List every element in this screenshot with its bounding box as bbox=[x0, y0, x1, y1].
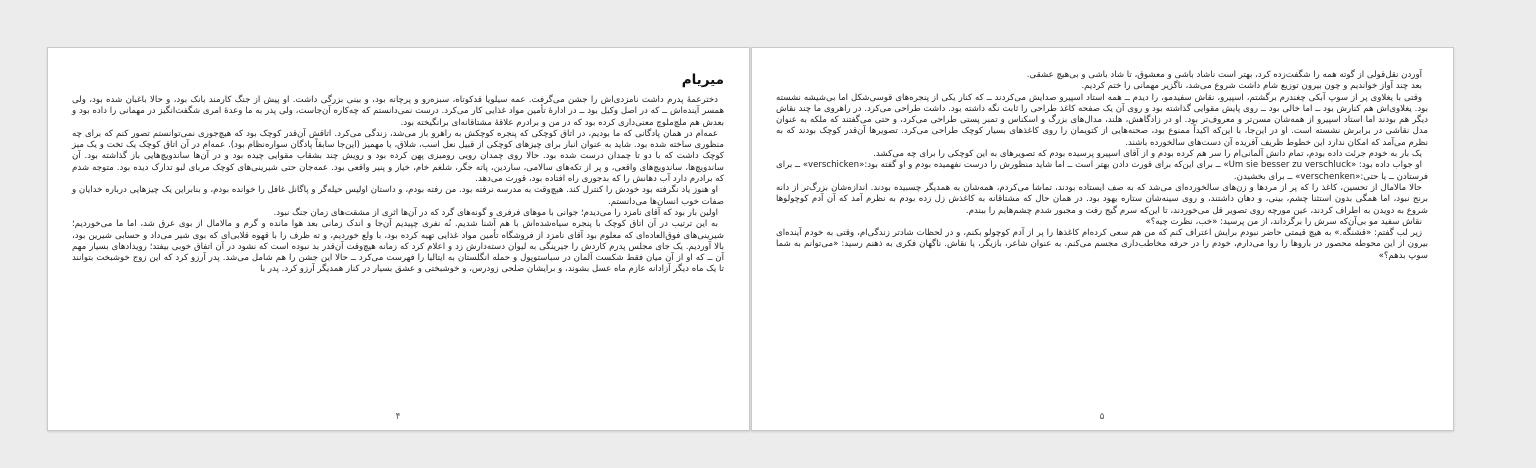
page-number: ۴ bbox=[395, 412, 401, 422]
paragraph: دخترعمهٔ پدرم داشت نامزدی‌اش را جشن می‌گرفت. عمه سیلویا قدکوتاه، سبزه‌رو و پرچانه بود، و بینی بزرگی داشت. او پیش از جنگ کارمند بانک بود، و حالا باغبان شده بود، ولی همسر آینده‌اش ــ که در اصل وکیل بود ــ در ادارهٔ تأمین مواد غذایی کار می‌کرد. درست نمی‌دانستم که چه‌کاره آن‌جاست، ولی پدر به ما وعدهٔ امری شگفت‌انگیز در مهمانی را داده بود و بعدش هم ملچ‌ملوچ معنی‌داری کرده بود که در من و برادرم علاقهٔ مشتاقانه‌ای برانگیخته بود. bbox=[72, 95, 724, 128]
paragraph: وقتی با یغلاوی پر از سوپ آبکی چغندرم برگشتم، اسپیرو، نقاش سفیدمو، را دیدم ــ همه استاد اسپیرو صدایش می‌کردند ــ که کنار یکی از پنجره‌های قوسی‌شکل اما بی‌شیشه نشسته بود. یغلاوی‌اش هم کنارش بود ــ اما خالی بود ــ روی پایش مقوایی گذاشته بود و روی آن یک صفحه کاغذ طراحی را ثابت نگه داشته بود. داشت طراحی می‌کرد. در راهروی ما چند نقاش دیگر هم بودند اما استاد اسپیرو از همه‌شان مسن‌تر و معروف‌تر بود. او در زادگاهش، هلند، مدال‌های بزرگ و اسکناس و تمبر پستی طراحی می‌کرد، و حتی می‌گفتند که ملکه به عنوان مدل نقاشی در برابرش نشسته است. او در این‌جا، با این‌که اکیداً ممنوع بود، صحنه‌هایی از کتویمان را روی کاغذهای بسیار کوچک طراحی می‌کرد. تصویرها آن‌قدر کوچک بودند که به نظرم می‌آمد که امکان ندارد این خطوط ظریف آفریده آن دست‌های سالخورده باشند. bbox=[776, 92, 1428, 148]
paragraph: بعد چند آواز خواندیم و چون بیرون توزیع شام داشت شروع می‌شد، ناگزیر مهمانی را ختم کردیم. bbox=[1081, 81, 1422, 92]
paragraph: یک بار به خودم جرئت داده بودم، تمام دانش آلمانی‌ام را سر هم کرده بودم و از آقای اسپیرو پرسیده بودم که تصویرهای به این کوچکی را برای چه می‌کشد. bbox=[873, 149, 1422, 160]
page-left bbox=[47, 47, 750, 431]
paragraph: اولین بار بود که آقای نامزد را می‌دیدم؛ جوانی با موهای فرفری و گونه‌های گرد که در آن‌ها اثری از مشقت‌های زمان جنگ نبود. bbox=[273, 207, 718, 218]
paragraph: نقاش سفید مو بی‌آن‌که سرش را برگرداند، از من پرسید: «خب، نظرت چیه؟» bbox=[1145, 216, 1422, 227]
paragraph: عمه‌ام در همان پادگانی که ما بودیم، در اتاق کوچکی که پنجره کوچکش به راهرو باز می‌شد، زندگی می‌کرد. اتاقش آن‌قدر کوچک بود که هیچ‌جوری نمی‌توانستم تصور کنم که برای چه منظوری ساخته شده بود. شاید به عنوان انبار برای چیزهای کوچکی از قبیل نعل اسب، شلاق، یا مهمیز (این‌جا سابقاً پادگان سواره‌نظام بود). عمه‌ام در آن اتاق کوچک یک تخت و یک میز کوچک داشت که با دو تا چمدان درست شده بود. حالا روی چمدان رویی رومیزی پهن کرده بود و رویش چند بشقاب مقوایی چیده بود و در آن‌ها ساندویچ‌هایی باز گذاشته بود. آن ساندویچ‌ها، ساندویچ‌های واقعی، و پر از تکه‌های سالامی، ساردین، پاته جگر، شلغم خام، خیار و پنیر واقعی بود. عمه‌جان حتی شیرینی‌های کوچک مربای لبو تدارک دیده بود. متوجه شدم که برادرم دارد آب دهانش را که بدجوری راه افتاده بود، قورت می‌دهد. bbox=[72, 128, 724, 185]
chapter-title: میریام bbox=[681, 72, 724, 88]
page-left-text bbox=[72, 72, 724, 276]
paragraph: حالا مالامال از تحسین، کاغذ را که پر از مردها و زن‌های سالخورده‌ای می‌شد که به صف ایستاده بودند، تماشا می‌کردم، همه‌شان به همدیگر چسبیده بودند. اندازه‌شان بزرگ‌تر از دانه برنج نبود، اما همگی بدون استثنا چشم، بینی، و دهان داشتند، و روی سینه‌شان ستاره یهود بود. در همان حال که مشتاقانه به کاغذش زل زده بودم به نظرم آمد که آن آدم کوچولوها شروع به دویدن به اطراف کردند، عین مورچه روی تصویر قل می‌خوردند، تا این‌که سرم گیج رفت و مجبور شدم چشم‌هایم را ببندم. bbox=[776, 182, 1428, 216]
page-right bbox=[751, 47, 1454, 431]
page-right-text bbox=[776, 70, 1428, 262]
paragraph: آوردن نقل‌قولی از گوته همه را شگفت‌زده کرد، بهتر است ناشاد باشی و معشوق، تا شاد باشی و بی‌هیچ عشقی. bbox=[1026, 70, 1422, 80]
page-number: ۵ bbox=[1099, 412, 1105, 422]
paragraph: او هنوز یاد نگرفته بود خودش را کنترل کند. هیچ‌وقت به مدرسه نرفته بود. من رفته بودم، و داستان اولیس حیله‌گر و پاگانل غافل را خوانده بودم، و بنابراین یک چیزهایی درباره خدایان و صفات خوب انسان‌ها می‌دانستم. bbox=[72, 185, 724, 207]
paragraph: او جواب داده بود: «Um sie besser zu verschluck» ــ برای این‌که برای قورت دادن بهتر است ــ اما شاید منظورش را درست نفهمیده بودم و او گفته بود:«verschicken» ــ برای فرستادن ــ یا حتی:«verschenken» ــ برای بخشیدن. bbox=[775, 160, 1428, 182]
paragraph: زیر لب گفتم: «قشنگه.» به هیچ قیمتی حاضر نبودم برایش اعتراف کنم که من هم سعی کرده‌ام کاغذها را پر از آدم کوچولو بکنم، و در لحظات شادتر زندگی‌ام، وقتی به خودم آینده‌ای بیرون از این محوطه محصور در باروها را روا می‌دارم، خودم را در حرفه مخاطب‌داری مجسم می‌کنم. به عنوان شاعر، بازیگر، یا نقاش. ناگهان فکری به ذهنم رسید: «می‌توانم به شما سوپ بدهم؟» bbox=[776, 228, 1428, 261]
paragraph: به این ترتیب در آن اتاق کوچک با پنجره سیاه‌شده‌اش با هم آشنا شدیم. نُه نفری چپیدیم آن‌جا و اندک زمانی بعد هوا مانده و گرم و مالامال از بوی عرق شد، اما ما می‌خوردیم؛ شیرینی‌های فوق‌العاده‌ای که معلوم بود آقای نامزد از فروشگاه تأمین مواد غذایی تهیه کرده بود، با ولع خوردیم، و ته ظرف را با قهوه قلابی‌ای که بوی شیر می‌داد و حسابی شیرین بود، بالا آوردیم. یک جای مجلس پدرم کاردش را جیرینگی به لیوان دسته‌دارش زد و اعلام کرد که زمانه هیچ‌وقت آن‌قدر بد نبوده است که نشود در آن اتفاق خوبی بیفتد؛ رویدادهای بسیار مهم آن ــ که او از آن میان فقط شکست آلمان در سباستوپول و حمله انگلستان به ایتالیا را فهرست می‌کرد ــ حالا این جشن را هم شامل می‌شد. پدر آرزو کرد که این زوج خوشبخت بتوانند تا یک ماه دیگر آزادانه عازم ماه عسل بشوند، و برایشان صلحی زودرس، و خوشبختی و عشق بسیار در کنار همدیگر آرزو کرد. پدر با bbox=[72, 219, 724, 275]
